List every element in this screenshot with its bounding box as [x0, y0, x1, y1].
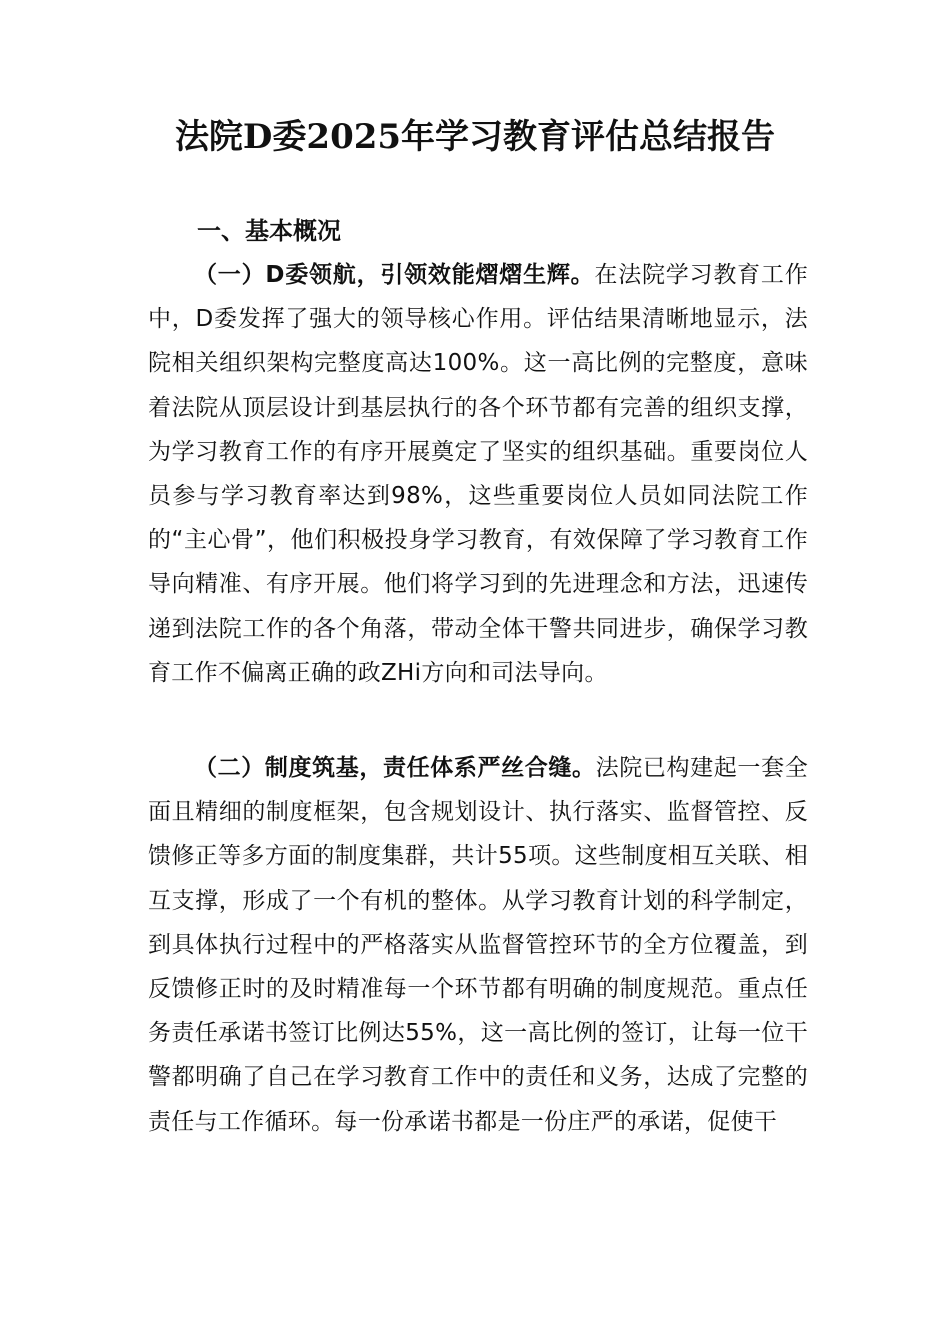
- paragraph-1-body: 在法院学习教育工作中，D委发挥了强大的领导核心作用。评估结果清晰地显示，法院相关组织架构完整度高达100%。这一高比例的完整度，意味着法院从顶层设计到基层执行的各个环节都有完善的组织支撑，为学习教育工作的有序开展奠定了坚实的组织基础。重要岗位人员参与学习教育率达到98%，这些重要岗位人员如同法院工作的“主心骨”，他们积极投身学习教育，有效保障了学习教育工作导向精准、有序开展。他们将学习到的先进理念和方法，迅速传递到法院工作的各个角落，带动全体干警共同进步，确保学习教育工作不偏离正确的政ZHi方向和司法导向。: [148, 262, 808, 686]
- document-title: 法院D委2025年学习教育评估总结报告: [174, 117, 776, 157]
- paragraph-1-lead: （一）D委领航，引领效能熠熠生辉。: [194, 262, 595, 288]
- paragraph-2: [148, 746, 808, 1144]
- paragraph-2-body: 法院已构建起一套全面且精细的制度框架，包含规划设计、执行落实、监督管控、反馈修正等多方面的制度集群，共计55项。这些制度相互关联、相互支撑，形成了一个有机的整体。从学习教育计划的科学制定，到具体执行过程中的严格落实从监督管控环节的全方位覆盖，到反馈修正时的及时精准每一个环节都有明确的制度规范。重点任务责任承诺书签订比例达55%，这一高比例的签订，让每一位干警都明确了自己在学习教育工作中的责任和义务，达成了完整的责任与工作循环。每一份承诺书都是一份庄严的承诺，促使干: [148, 755, 808, 1135]
- paragraph-1: [148, 253, 808, 695]
- paragraph-2-lead: （二）制度筑基，责任体系严丝合缝。: [194, 755, 596, 781]
- section-heading: 一、基本概况: [197, 217, 341, 245]
